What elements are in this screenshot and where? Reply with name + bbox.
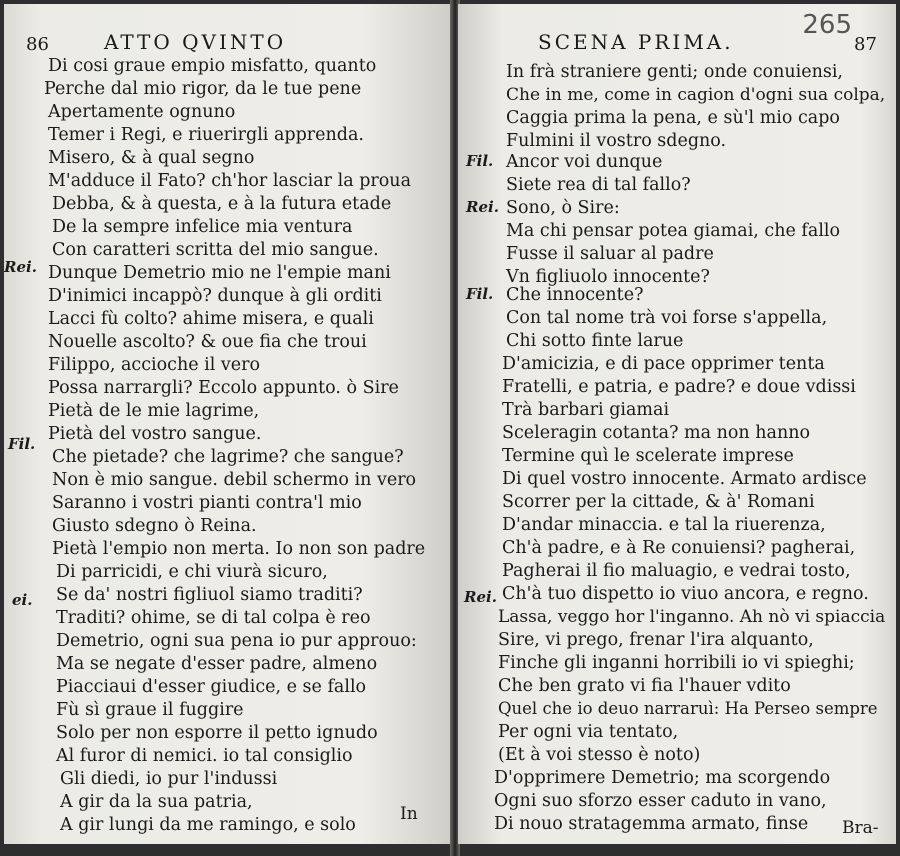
verse-line: Sceleragin cotanta? ma non hanno xyxy=(502,423,811,443)
verse-line: Caggia prima la pena, e sù'l mio capo xyxy=(506,108,840,128)
verse-line: Apertamente ognuno xyxy=(48,102,236,122)
verse-line: Di quel vostro innocente. Armato ardisce xyxy=(502,469,867,489)
verse-line: Gli diedi, io pur l'indussi xyxy=(60,769,278,789)
verse-line: Misero, & à qual segno xyxy=(48,148,255,168)
left-page xyxy=(4,4,453,844)
verse-line: Saranno i vostri pianti contra'l mio xyxy=(52,493,362,513)
speaker-rei: Rei. xyxy=(4,258,37,276)
verse-line: Fulmini il vostro sdegno. xyxy=(506,131,727,151)
verse-line: Pietà de le mie lagrime, xyxy=(48,401,260,421)
verse-line: Ogni suo sforzo esser caduto in vano, xyxy=(494,791,827,811)
verse-line: Scorrer per la cittade, & à' Romani xyxy=(502,492,815,512)
verse-line: Traditi? ohime, se di tal colpa è reo xyxy=(56,608,371,628)
speaker-fil: Fil. xyxy=(466,152,494,170)
verse-line: Ma chi pensar potea giamai, che fallo xyxy=(506,221,841,241)
verse-line: D'amicizia, e di pace opprimer tenta xyxy=(502,354,825,374)
verse-line: Ma se negate d'esser padre, almeno xyxy=(56,654,378,674)
verse-line: D'opprimere Demetrio; ma scorgendo xyxy=(494,768,831,788)
verse-line: Perche dal mio rigor, da le tue pene xyxy=(44,79,362,99)
verse-line: Filippo, accioche il vero xyxy=(48,355,261,375)
catchword: Bra- xyxy=(842,818,879,838)
verse-line: Che pietade? che lagrime? che sangue? xyxy=(52,447,404,467)
verse-line: Sono, ò Sire: xyxy=(506,198,620,218)
verse-line: Non è mio sangue. debil schermo in vero xyxy=(52,470,417,490)
verse-line: Termine quì le scelerate imprese xyxy=(502,446,794,466)
verse-line: Con caratteri scritta del mio sangue. xyxy=(52,240,379,260)
verse-line: In frà straniere genti; onde conuiensi, xyxy=(506,62,843,82)
catchword: In xyxy=(400,804,418,824)
verse-line: Pietà del vostro sangue. xyxy=(48,424,262,444)
verse-line: Per ogni via tentato, xyxy=(498,722,679,742)
verse-line: Temer i Regi, e riuerirgli apprenda. xyxy=(48,125,364,145)
verse-line: Quel che io deuo narraruì: Ha Perseo sempre xyxy=(498,699,878,718)
verse-line: Che innocente? xyxy=(506,285,644,305)
verse-line: Che in me, come in cagion d'ogni sua colpa, xyxy=(506,85,886,105)
verse-line: Dunque Demetrio mio ne l'empie mani xyxy=(48,263,391,283)
verse-line: A gir lungi da me ramingo, e solo xyxy=(60,815,356,835)
verse-line: D'inimici incappò? dunque à gli orditi xyxy=(48,286,382,306)
verse-line: Di parricidi, e chi viurà sicuro, xyxy=(56,562,328,582)
verse-line: Chi sotto finte larue xyxy=(506,331,684,351)
verse-line: Sire, vi prego, frenar l'ira alquanto, xyxy=(498,630,814,650)
verse-line: Fusse il saluar al padre xyxy=(506,244,714,264)
verse-line: Se da' nostri figliuol siamo traditi? xyxy=(56,585,363,605)
verse-line: Con tal nome trà voi forse s'appella, xyxy=(506,308,828,328)
verse-line: Fù sì graue il fuggire xyxy=(56,700,244,720)
verse-line: Possa narrargli? Eccolo appunto. ò Sire xyxy=(48,378,399,398)
speaker-fil: Fil. xyxy=(8,435,36,453)
right-page xyxy=(458,4,896,844)
verse-line: Piacciaui d'esser giudice, e se fallo xyxy=(56,677,367,697)
verse-line: Finche gli inganni horribili io vi spieghi; xyxy=(498,653,855,673)
speaker-fil: Fil. xyxy=(466,285,494,303)
verse-line: D'andar minaccia. e tal la riuerenza, xyxy=(502,515,826,535)
verse-line: Pagherai il fio maluagio, e vedrai tosto, xyxy=(502,561,851,581)
verse-line: Ch'à tuo dispetto io viuo ancora, e regno. xyxy=(502,584,869,604)
verse-line: (Et à voi stesso è noto) xyxy=(498,745,701,765)
verse-line: Solo per non esporre il petto ignudo xyxy=(56,723,378,743)
verse-line: Trà barbari giamai xyxy=(502,400,670,420)
verse-line: Di cosi graue empio misfatto, quanto xyxy=(48,56,377,76)
speaker-rei: Rei. xyxy=(464,588,497,606)
verse-line: Pietà l'empio non merta. Io non son padre xyxy=(52,539,426,559)
speaker-rei: ei. xyxy=(12,591,33,609)
verse-line: Nouelle ascolto? & oue fia che troui xyxy=(48,332,367,352)
handwritten-folio-number: 265 xyxy=(802,10,852,40)
verse-line: Di nouo stratagemma armato, finse xyxy=(494,814,809,834)
verse-line: Vn figliuolo innocente? xyxy=(506,267,710,287)
verse-line: Fratelli, e patria, e padre? e doue vdissi xyxy=(502,377,856,397)
verse-line: Debba, & à questa, e à la futura etade xyxy=(52,194,392,214)
verse-line: Siete rea di tal fallo? xyxy=(506,175,691,195)
verse-line: Al furor di nemici. io tal consiglio xyxy=(56,746,353,766)
verse-line: Lacci fù colto? ahime misera, e quali xyxy=(48,309,374,329)
speaker-rei: Rei. xyxy=(466,198,499,216)
verse-line: Ch'à padre, e à Re conuiensi? pagherai, xyxy=(502,538,856,558)
verse-line: Ancor voi dunque xyxy=(506,152,663,172)
verse-line: De la sempre infelice mia ventura xyxy=(52,217,353,237)
verse-line: Che ben grato vi fia l'hauer vdito xyxy=(498,676,791,696)
verse-line: A gir da la sua patria, xyxy=(60,792,253,812)
verse-line: Giusto sdegno ò Reina. xyxy=(52,516,257,536)
verse-line: Lassa, veggo hor l'inganno. Ah nò vi spiaccia xyxy=(498,607,886,627)
verse-line: Demetrio, ogni sua pena io pur approuo: xyxy=(56,631,417,651)
right-page-number: 87 xyxy=(854,34,877,55)
right-running-header: SCENA PRIMA. xyxy=(538,30,734,54)
left-running-header: ATTO QVINTO xyxy=(104,30,287,54)
left-page-number: 86 xyxy=(26,34,49,55)
verse-line: M'adduce il Fato? ch'hor lasciar la proua xyxy=(48,171,412,191)
